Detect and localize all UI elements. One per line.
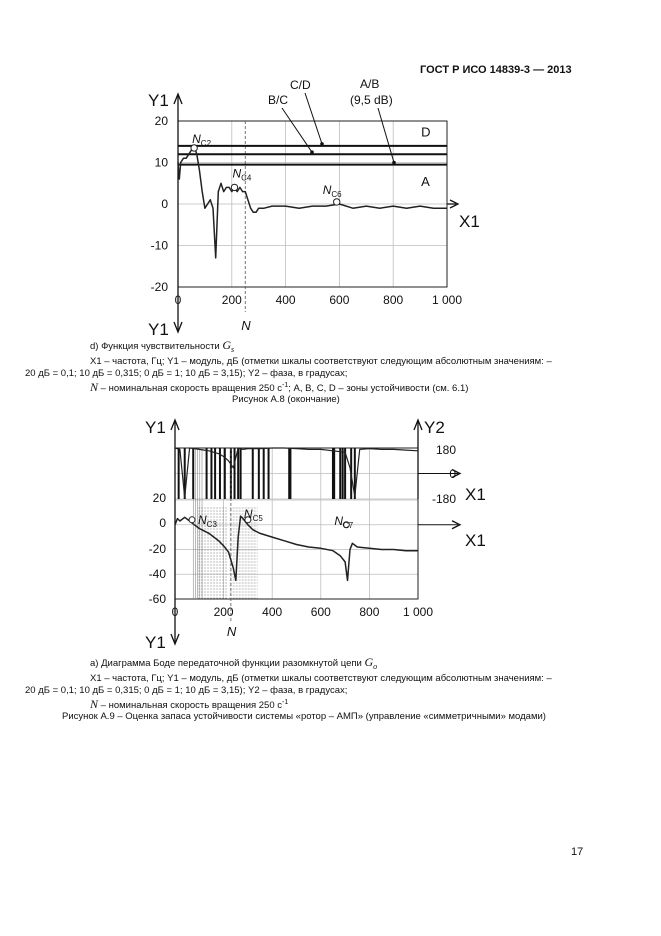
nominal-speed-label: N — [241, 318, 251, 333]
x-axis-label: X1 — [459, 212, 480, 231]
marker-label: $N_{C3}$ — [198, 512, 217, 529]
x-axis-label: X1 — [465, 531, 486, 550]
zone-name: A — [421, 174, 430, 190]
zone-label-ab: A/B — [360, 77, 380, 91]
x-tick-label: 400 — [262, 605, 283, 619]
nominal-speed-text: – номинальная скорость вращения 250 с — [98, 383, 283, 395]
bottom-figure-title: Рисунок А.9 – Оценка запаса устойчивости системы «ротор – АМП» (управление «симметричными» модами) — [62, 711, 546, 722]
y1-axis-label: Y1 — [145, 418, 166, 437]
nominal-speed-symbol: N — [90, 697, 99, 712]
top-legend-line-2: 20 дБ = 0,1; 10 дБ = 0,315; 0 дБ = 1; 10 дБ = 3,15); Y2 – фаза, в градусах; — [25, 368, 348, 379]
top-figure-title: Рисунок А.8 (окончание) — [232, 394, 340, 405]
top-legend-line-3 — [90, 380, 468, 395]
unit-exponent: -1 — [282, 382, 289, 389]
y1-tick-label: 20 — [152, 491, 166, 505]
caption-symbol-sub: s — [231, 344, 235, 354]
x-tick-label: 1 000 — [402, 605, 434, 619]
y1-tick-label: -60 — [148, 592, 166, 606]
sensitivity-chart — [148, 77, 480, 339]
nominal-speed-label: N — [226, 624, 237, 639]
marker-label: $N_{C2}$ — [192, 131, 212, 148]
zone-label-cd: C/D — [290, 78, 311, 92]
y1-axis-label-bottom: Y1 — [145, 633, 166, 652]
x-tick-label: 800 — [383, 293, 404, 307]
caption-label: d) Функция чувствительности — [90, 341, 220, 352]
bottom-legend-line-1: X1 – частота, Гц; Y1 – модуль, дБ (отметки шкалы соответствуют следующим абсолютным значениям: – — [90, 673, 552, 684]
y2-axis-label: Y2 — [424, 418, 445, 437]
y2-tick-label: -180 — [431, 492, 456, 506]
y1-tick-label: -40 — [148, 567, 166, 581]
marker-point — [231, 184, 237, 190]
y-tick-label: 20 — [154, 114, 168, 128]
y-axis-label-bottom: Y1 — [148, 320, 169, 339]
phase-x-axis-label: X1 — [465, 485, 486, 504]
y1-tick-label: 0 — [159, 516, 166, 530]
leader-cd-dot — [320, 142, 324, 146]
y-tick-label: 10 — [154, 155, 168, 170]
y-axis-label: Y1 — [148, 91, 169, 110]
x-tick-label: 600 — [310, 605, 331, 619]
x-tick-label: 1 000 — [431, 293, 463, 307]
marker-label: $N_{C5}$ — [243, 506, 263, 523]
nominal-speed-symbol: N — [90, 380, 99, 395]
nominal-speed-text: – номинальная скорость вращения 250 с — [98, 700, 283, 712]
y-tick-label: 0 — [161, 197, 168, 211]
y-tick-label: -10 — [150, 238, 168, 253]
x-tick-label: 0 — [174, 293, 182, 307]
bottom-figure-caption — [90, 656, 377, 673]
leader-bc-dot — [310, 150, 314, 154]
zone-label-bc: B/C — [268, 93, 289, 107]
y2-tick-label: 180 — [435, 443, 456, 457]
x-tick-label: 600 — [329, 293, 350, 307]
x-tick-label: 800 — [359, 605, 380, 619]
y-tick-label: -20 — [150, 280, 168, 294]
page-number: 17 — [571, 846, 584, 858]
marker-label: $N_{C6}$ — [322, 182, 342, 199]
top-figure-caption — [90, 339, 234, 356]
leader-ab-dot — [392, 161, 396, 165]
x-tick-label: 200 — [213, 605, 234, 619]
marker-label: $N_{C7}$ — [334, 513, 354, 530]
zone-name: D — [421, 124, 431, 140]
bottom-legend-line-3 — [90, 697, 288, 712]
x-tick-label: 400 — [275, 293, 296, 307]
caption-label: a) Диаграмма Боде передаточной функции разомкнутой цепи — [90, 658, 362, 669]
caption-symbol: G — [364, 655, 374, 669]
caption-symbol: G — [222, 338, 232, 352]
document-header: ГОСТ Р ИСО 14839-3 — 2013 — [420, 64, 572, 76]
leader-cd — [305, 93, 322, 144]
top-legend-line-1: X1 – частота, Гц; Y1 – модуль, дБ (отметки шкалы соответствуют следующим абсолютным значениям: – — [90, 356, 552, 367]
bottom-legend-line-2: 20 дБ = 0,1; 10 дБ = 0,315; 0 дБ = 1; 10 дБ = 3,15); Y2 – фаза, в градусах; — [25, 685, 348, 696]
zone-label-ab-db: (9,5 dB) — [350, 93, 393, 107]
x-tick-label: 0 — [171, 605, 179, 619]
zones-text: ; A, B, C, D – зоны устойчивости (см. 6.1) — [288, 383, 469, 395]
caption-symbol-sub: o — [373, 661, 378, 671]
marker-label: $N_{C4}$ — [232, 166, 252, 183]
marker-point — [189, 517, 195, 523]
marker-point — [334, 199, 340, 205]
bode-chart — [145, 0, 486, 652]
unit-exponent: -1 — [282, 699, 289, 706]
x-tick-label: 200 — [221, 293, 242, 307]
y1-tick-label: -20 — [148, 542, 166, 556]
y2-tick-label: 0 — [449, 467, 456, 481]
